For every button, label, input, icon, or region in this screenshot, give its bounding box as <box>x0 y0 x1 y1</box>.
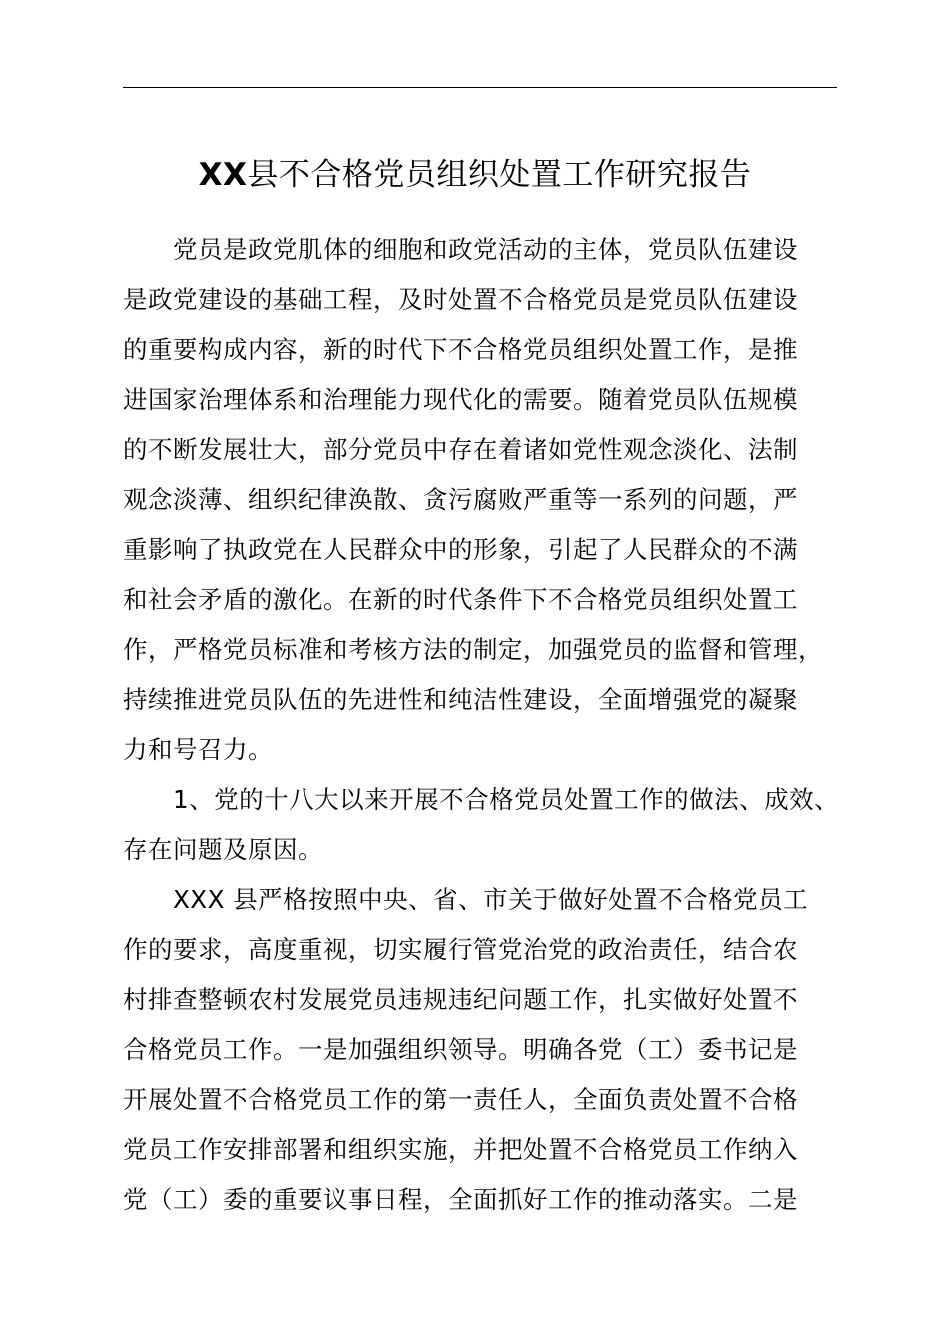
text-line: 村排查整顿农村发展党员违规违纪问题工作，扎实做好处置不 <box>123 985 798 1014</box>
text-line: 持续推进党员队伍的先进性和纯洁性建设，全面增强党的凝聚 <box>123 685 798 714</box>
text-line: 党员工作安排部署和组织实施，并把处置不合格党员工作纳入 <box>123 1135 798 1164</box>
text-line: 的不断发展壮大，部分党员中存在着诸如党性观念淡化、法制 <box>123 435 798 464</box>
text-line: 开展处置不合格党员工作的第一责任人，全面负责处置不合格 <box>123 1085 798 1114</box>
text-line: 进国家治理体系和治理能力现代化的需要。随着党员队伍规模 <box>123 385 798 414</box>
section-heading-continued: 存在问题及原因。 <box>123 835 323 864</box>
text-line: 党员是政党肌体的细胞和政党活动的主体，党员队伍建设 <box>173 235 798 264</box>
text-line: 党（工）委的重要议事日程，全面抓好工作的推动落实。二是 <box>123 1185 798 1214</box>
text-line: 是政党建设的基础工程，及时处置不合格党员是党员队伍建设 <box>123 285 798 314</box>
title-prefix: XX <box>198 157 248 193</box>
document-title <box>0 152 950 198</box>
text-line: 重影响了执政党在人民群众中的形象，引起了人民群众的不满 <box>123 535 798 564</box>
text-line: 的重要构成内容，新的时代下不合格党员组织处置工作，是推 <box>123 335 798 364</box>
section-heading: 1、党的十八大以来开展不合格党员处置工作的做法、成效、 <box>173 785 840 814</box>
title-text: 县不合格党员组织处置工作研究报告 <box>247 157 752 193</box>
text-line: 合格党员工作。一是加强组织领导。明确各党（工）委书记是 <box>123 1035 798 1064</box>
header-rule <box>123 87 837 88</box>
text-line: 观念淡薄、组织纪律涣散、贪污腐败严重等一系列的问题，严 <box>123 485 798 514</box>
text-line: 和社会矛盾的激化。在新的时代条件下不合格党员组织处置工 <box>123 585 798 614</box>
text-line: XXX 县严格按照中央、省、市关于做好处置不合格党员工 <box>173 885 809 914</box>
text-line: 作，严格党员标准和考核方法的制定，加强党员的监督和管理， <box>123 635 823 664</box>
text-line: 力和号召力。 <box>123 735 273 764</box>
document-body <box>123 225 843 1225</box>
text-line: 作的要求，高度重视，切实履行管党治党的政治责任，结合农 <box>123 935 798 964</box>
